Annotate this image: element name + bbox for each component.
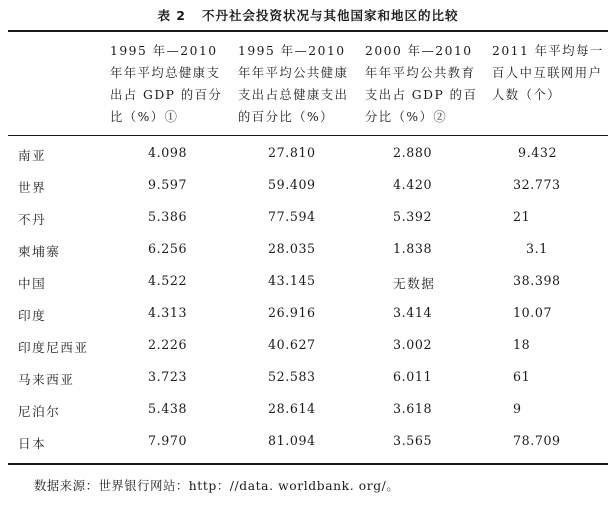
cell-internet-users: 78.709 [513,433,561,448]
cell-internet-users: 32.773 [513,177,561,192]
cell-health-gdp: 4.313 [148,305,188,320]
row-name: 印度 [18,308,47,323]
row-name: 南亚 [18,148,47,163]
table-row [0,173,616,201]
row-name: 不丹 [18,212,47,227]
table-row [0,397,616,425]
cell-education-gdp: 无数据 [393,276,436,291]
cell-internet-users: 3.1 [526,241,548,256]
table-row [0,301,616,329]
cell-internet-users: 9.432 [518,145,558,160]
cell-public-health: 81.094 [268,433,316,448]
table-caption [0,6,616,24]
cell-education-gdp: 1.838 [393,241,433,256]
table-number: 表 2 [157,8,187,23]
top-rule [8,30,608,32]
cell-internet-users: 9 [513,401,522,416]
cell-health-gdp: 9.597 [148,177,188,192]
cell-education-gdp: 3.002 [393,337,433,352]
table-row [0,333,616,361]
row-name: 日本 [18,436,47,451]
cell-health-gdp: 3.723 [148,369,188,384]
cell-public-health: 40.627 [268,337,316,352]
table-row [0,365,616,393]
cell-health-gdp: 5.386 [148,209,188,224]
header-public-health: 1995 年—2010 年年平均公共健康支出占总健康支出的百分比（%） [238,44,349,124]
cell-education-gdp: 3.618 [393,401,433,416]
table-title: 不丹社会投资状况与其他国家和地区的比较 [202,8,459,23]
cell-public-health: 52.583 [268,369,316,384]
table-row [0,141,616,169]
cell-education-gdp: 4.420 [393,177,433,192]
cell-public-health: 26.916 [268,305,316,320]
cell-internet-users: 61 [513,369,531,384]
cell-public-health: 77.594 [268,209,316,224]
row-name: 尼泊尔 [18,404,61,419]
cell-education-gdp: 3.414 [393,305,433,320]
cell-health-gdp: 2.226 [148,337,188,352]
cell-public-health: 28.614 [268,401,316,416]
table-row [0,237,616,265]
cell-health-gdp: 7.970 [148,433,188,448]
cell-public-health: 59.409 [268,177,316,192]
header-rule [8,135,608,136]
table-row [0,429,616,457]
cell-internet-users: 18 [513,337,531,352]
cell-education-gdp: 5.392 [393,209,433,224]
cell-health-gdp: 6.256 [148,241,188,256]
cell-internet-users: 21 [513,209,531,224]
table-row [0,269,616,297]
cell-health-gdp: 5.438 [148,401,188,416]
cell-education-gdp: 2.880 [393,145,433,160]
cell-health-gdp: 4.098 [148,145,188,160]
row-name: 世界 [18,180,47,195]
row-name: 柬埔寨 [18,244,61,259]
header-education-gdp: 2000 年—2010 年年平均公共教育支出占 GDP 的百分比（%）② [365,44,478,124]
cell-internet-users: 10.07 [513,305,553,320]
cell-public-health: 27.810 [268,145,316,160]
cell-education-gdp: 6.011 [393,369,433,384]
cell-education-gdp: 3.565 [393,433,433,448]
cell-internet-users: 38.398 [513,273,561,288]
row-name: 印度尼西亚 [18,340,89,355]
cell-public-health: 43.145 [268,273,316,288]
bottom-rule [8,463,608,465]
row-name: 中国 [18,276,47,291]
header-internet-users: 2011 年平均每一百人中互联网用户人数（个） [492,44,604,102]
row-name: 马来西亚 [18,372,75,387]
cell-health-gdp: 4.522 [148,273,188,288]
header-health-gdp: 1995 年—2010 年年平均总健康支出占 GDP 的百分比（%）① [110,44,223,124]
cell-public-health: 28.035 [268,241,316,256]
table-row [0,205,616,233]
data-source-note: 数据来源：世界银行网站：http：//data. worldbank. org/。 [34,479,400,493]
